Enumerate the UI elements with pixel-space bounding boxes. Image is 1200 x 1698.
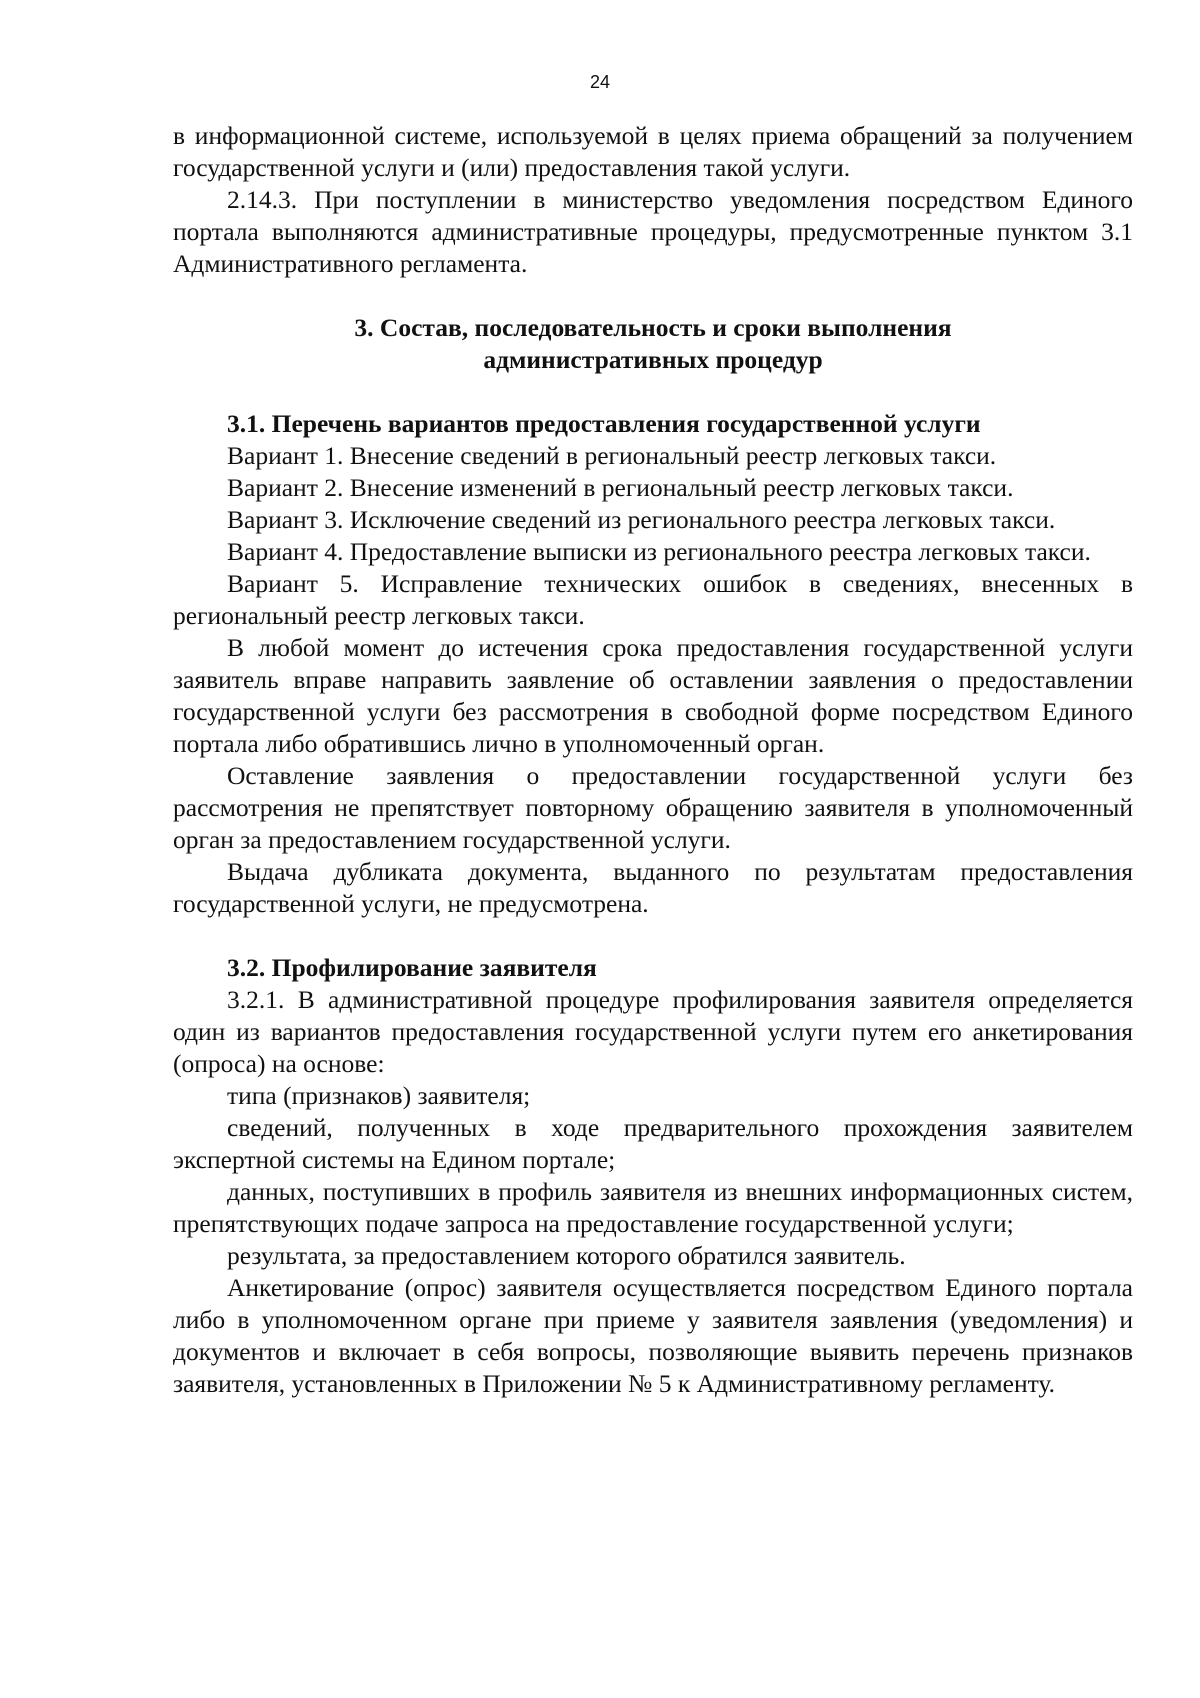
list-item-expert: сведений, полученных в ходе предварительного прохождения заявителем экспертной системы на Едином портале; — [173, 1113, 1133, 1174]
paragraph-continuation: в информационной системе, используемой в целях приема обращений за получением государственной услуги и (или) предоставления такой услуги. — [173, 121, 1133, 182]
paragraph-variant-2: Вариант 2. Внесение изменений в региональный реестр легковых такси. — [227, 473, 1014, 502]
section-3-title-line-1: 3. Состав, последовательность и сроки выполнения — [354, 313, 952, 342]
list-item-result: результата, за предоставлением которого обратился заявитель. — [227, 1241, 906, 1270]
page-number: 24 — [589, 72, 611, 92]
section-3-title — [173, 312, 1133, 376]
document-body — [173, 120, 1133, 1400]
list-item-type: типа (признаков) заявителя; — [227, 1081, 531, 1110]
section-3-2-title: 3.2. Профилирование заявителя — [227, 953, 597, 982]
section-spacer — [173, 920, 1133, 952]
paragraph-duplicate: Выдача дубликата документа, выданного по результатам предоставления государственной услуги, не предусмотрена. — [173, 857, 1133, 918]
paragraph-variant-5: Вариант 5. Исправление технических ошибок в сведениях, внесенных в региональный реестр легковых такси. — [173, 569, 1133, 630]
list-item-data: данных, поступивших в профиль заявителя из внешних информационных систем, препятствующих подаче запроса на предоставление государственной услуги; — [173, 1177, 1133, 1238]
paragraph-variant-3: Вариант 3. Исключение сведений из регионального реестра легковых такси. — [227, 505, 1056, 534]
section-3-title-line-2: административных процедур — [483, 345, 823, 374]
paragraph-no-obstacle: Оставление заявления о предоставлении государственной услуги без рассмотрения не препятствует повторному обращению заявителя в уполномоченный орган за предоставлением государственной услуги. — [173, 761, 1133, 854]
paragraph-variant-1: Вариант 1. Внесение сведений в региональный реестр легковых такси. — [227, 441, 997, 470]
paragraph-2-14-3: 2.14.3. При поступлении в министерство уведомления посредством Единого портала выполняются административные процедуры, предусмотренные пунктом 3.1 Административного регламента. — [173, 185, 1133, 278]
section-3-1-title: 3.1. Перечень вариантов предоставления государственной услуги — [227, 409, 981, 438]
paragraph-variant-4: Вариант 4. Предоставление выписки из регионального реестра легковых такси. — [227, 537, 1091, 566]
paragraph-3-2-1: 3.2.1. В административной процедуре профилирования заявителя определяется один из вариантов предоставления государственной услуги путем его анкетирования (опроса) на основе: — [173, 985, 1133, 1078]
paragraph-survey: Анкетирование (опрос) заявителя осуществляется посредством Единого портала либо в уполномоченном органе при приеме у заявителя заявления (уведомления) и документов и включает в себя вопросы, позволяющие выявить перечень признаков заявителя, установленных в Приложении № 5 к Административному регламенту. — [173, 1273, 1133, 1398]
paragraph-withdraw: В любой момент до истечения срока предоставления государственной услуги заявитель вправе направить заявление об оставлении заявления о предоставлении государственной услуги без рассмотрения в свободной форме посредством Единого портала либо обратившись лично в уполномоченный орган. — [173, 633, 1133, 758]
